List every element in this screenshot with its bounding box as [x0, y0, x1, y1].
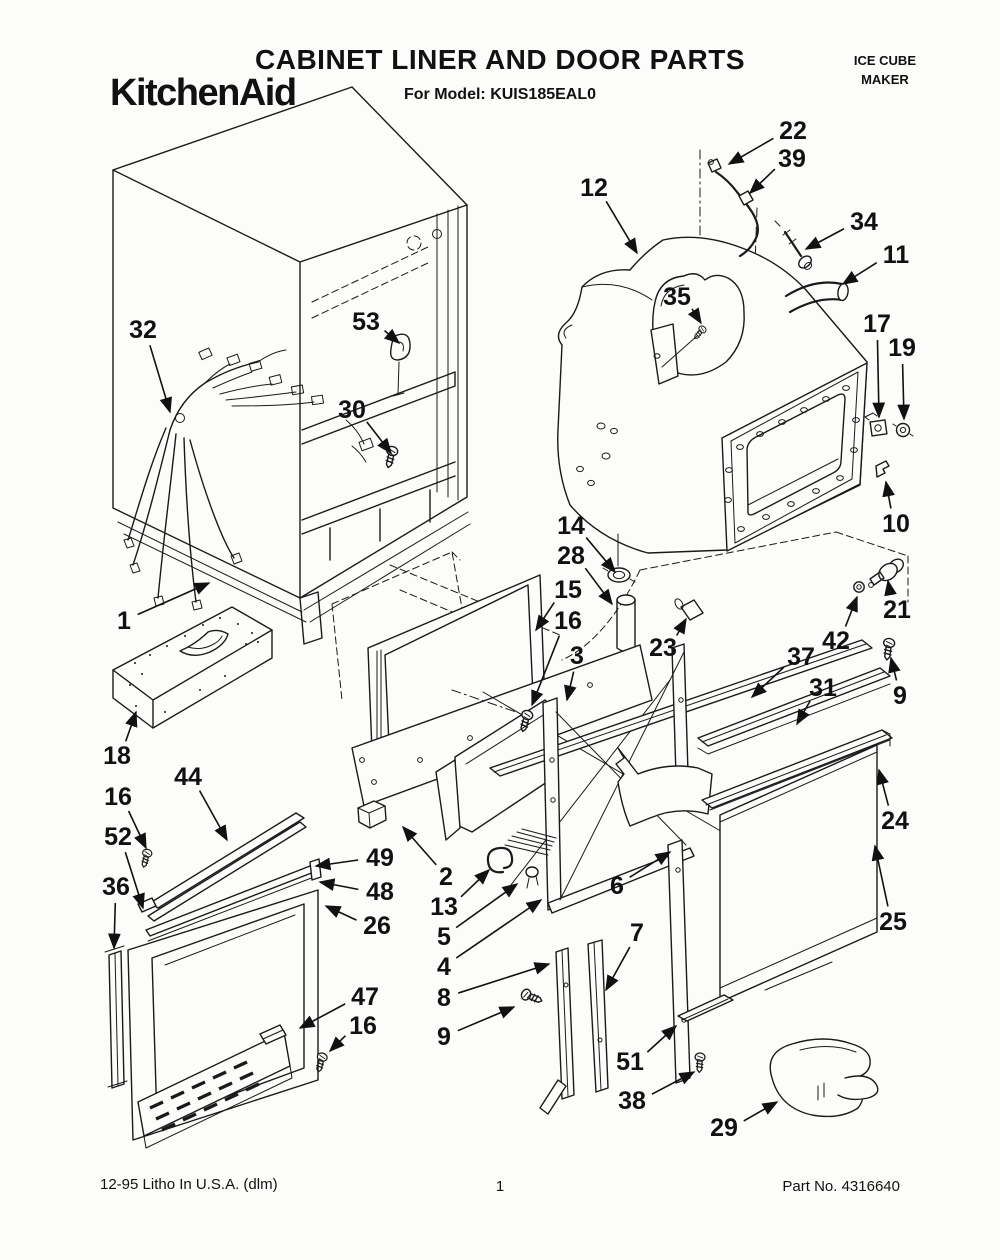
callout-label-29-46: 29: [710, 1114, 738, 1142]
callout-label-22-0: 22: [779, 117, 807, 145]
product-line2: MAKER: [861, 71, 909, 87]
callout-label-23-17: 23: [649, 634, 677, 662]
callout-label-44-25: 44: [174, 763, 202, 791]
callout-label-9-23: 9: [893, 682, 907, 710]
callout-arrow-34-2: [806, 229, 844, 249]
callout-arrow-19-7: [903, 364, 904, 419]
callout-label-1-20: 1: [117, 607, 131, 635]
callout-label-16-15: 16: [554, 607, 582, 635]
callout-label-47-40: 47: [351, 983, 379, 1011]
screw-9: [520, 988, 544, 1006]
side-strips-7: [540, 940, 608, 1114]
callout-arrow-9-23: [891, 658, 897, 680]
callout-arrow-51-42: [647, 1026, 676, 1052]
clip-10: [876, 461, 889, 477]
screw-16-top: [139, 848, 153, 868]
callout-label-34-2: 34: [850, 208, 878, 236]
callout-label-31-22: 31: [809, 674, 837, 702]
thermistor-34: [775, 221, 814, 271]
callout-label-16-26: 16: [104, 783, 132, 811]
callout-arrow-4-35: [456, 900, 541, 958]
callout-arrow-11-3: [843, 263, 877, 284]
callout-arrow-8-36: [458, 964, 549, 993]
foam-block: [113, 607, 272, 728]
grommet-42: [854, 582, 864, 592]
callout-label-15-14: 15: [554, 576, 582, 604]
callout-label-6-38: 6: [610, 872, 624, 900]
litho-note: 12-95 Litho In U.S.A. (dlm): [100, 1176, 278, 1193]
callout-label-16-41: 16: [349, 1012, 377, 1040]
hinge-stile-6: [668, 840, 690, 1083]
callout-label-13-33: 13: [430, 893, 458, 921]
tube-28: [617, 595, 635, 652]
plug-23: [673, 597, 703, 620]
callout-arrow-7-39: [606, 947, 630, 990]
callout-label-4-35: 4: [437, 953, 451, 981]
callout-label-7-39: 7: [630, 919, 644, 947]
callout-arrow-21-18: [888, 581, 890, 595]
callout-label-5-34: 5: [437, 923, 451, 951]
callout-label-21-18: 21: [883, 596, 911, 624]
callout-label-49-29: 49: [366, 844, 394, 872]
callout-label-28-12: 28: [557, 542, 585, 570]
callout-arrow-14-11: [586, 538, 615, 572]
product-line1: ICE CUBE: [853, 53, 916, 68]
nut-19: [893, 424, 913, 437]
callout-label-11-3: 11: [882, 241, 910, 269]
callout-label-12-4: 12: [580, 174, 608, 202]
callout-label-9-37: 9: [437, 1023, 451, 1051]
callout-arrow-49-29: [316, 860, 358, 866]
callout-arrow-1-20: [138, 583, 209, 614]
scoop-29: [770, 1039, 878, 1116]
callout-label-42-19: 42: [822, 627, 850, 655]
brand-text: KitchenAid: [110, 72, 296, 114]
callout-label-51-42: 51: [616, 1048, 644, 1076]
callout-arrow-44-25: [200, 791, 227, 840]
callout-arrow-12-4: [606, 201, 637, 253]
callout-arrow-39-1: [750, 169, 775, 193]
callout-arrow-17-6: [877, 340, 879, 417]
callout-arrow-2-32: [403, 827, 436, 865]
callout-label-53-9: 53: [352, 308, 380, 336]
callout-label-25-45: 25: [879, 908, 907, 936]
callout-arrow-22-0: [729, 138, 773, 164]
callout-label-18-24: 18: [103, 742, 131, 770]
callout-arrow-29-46: [744, 1102, 777, 1121]
callout-arrow-16-41: [330, 1036, 345, 1051]
screw-9-right: [881, 638, 895, 661]
callout-label-38-43: 38: [618, 1087, 646, 1115]
screw-38: [694, 1053, 705, 1073]
callout-label-10-13: 10: [882, 510, 910, 538]
callout-label-36-28: 36: [102, 873, 130, 901]
callout-label-3-16: 3: [570, 642, 584, 670]
callout-label-48-30: 48: [366, 878, 394, 906]
callout-arrow-5-34: [456, 884, 517, 928]
callout-arrow-9-37: [458, 1007, 514, 1031]
callout-label-39-1: 39: [778, 145, 806, 173]
callout-arrow-24-44: [879, 770, 888, 806]
callout-label-2-32: 2: [439, 863, 453, 891]
callout-arrow-23-17: [677, 619, 686, 635]
callout-label-8-36: 8: [437, 984, 451, 1012]
callout-label-14-11: 14: [557, 512, 585, 540]
callout-arrow-13-33: [461, 870, 489, 897]
model-line: For Model: KUIS185EAL0: [403, 86, 597, 103]
callout-arrow-38-43: [652, 1072, 694, 1094]
cabinet-liner: [558, 237, 908, 660]
callout-label-30-10: 30: [338, 396, 366, 424]
callout-label-19-7: 19: [888, 334, 916, 362]
callout-arrow-10-13: [886, 482, 891, 508]
callout-arrow-36-28: [114, 903, 115, 948]
callout-label-17-6: 17: [863, 310, 891, 338]
callout-arrow-48-30: [320, 882, 358, 889]
callout-arrow-42-19: [845, 597, 857, 627]
page-number: 1: [495, 1178, 505, 1195]
callout-label-26-31: 26: [363, 912, 391, 940]
callout-label-37-21: 37: [787, 643, 815, 671]
callout-label-35-5: 35: [663, 283, 691, 311]
callout-label-52-27: 52: [104, 823, 132, 851]
callout-label-32-8: 32: [129, 316, 157, 344]
side-trim-36: [105, 946, 127, 1088]
page-title: CABINET LINER AND DOOR PARTS: [255, 44, 745, 75]
valve-21: [869, 556, 906, 587]
callout-arrow-26-31: [326, 906, 357, 920]
callout-label-24-44: 24: [881, 807, 909, 835]
part-number: Part No. 4316640: [782, 1178, 900, 1195]
clip-17: [865, 413, 887, 436]
callout-arrow-18-24: [126, 712, 136, 741]
